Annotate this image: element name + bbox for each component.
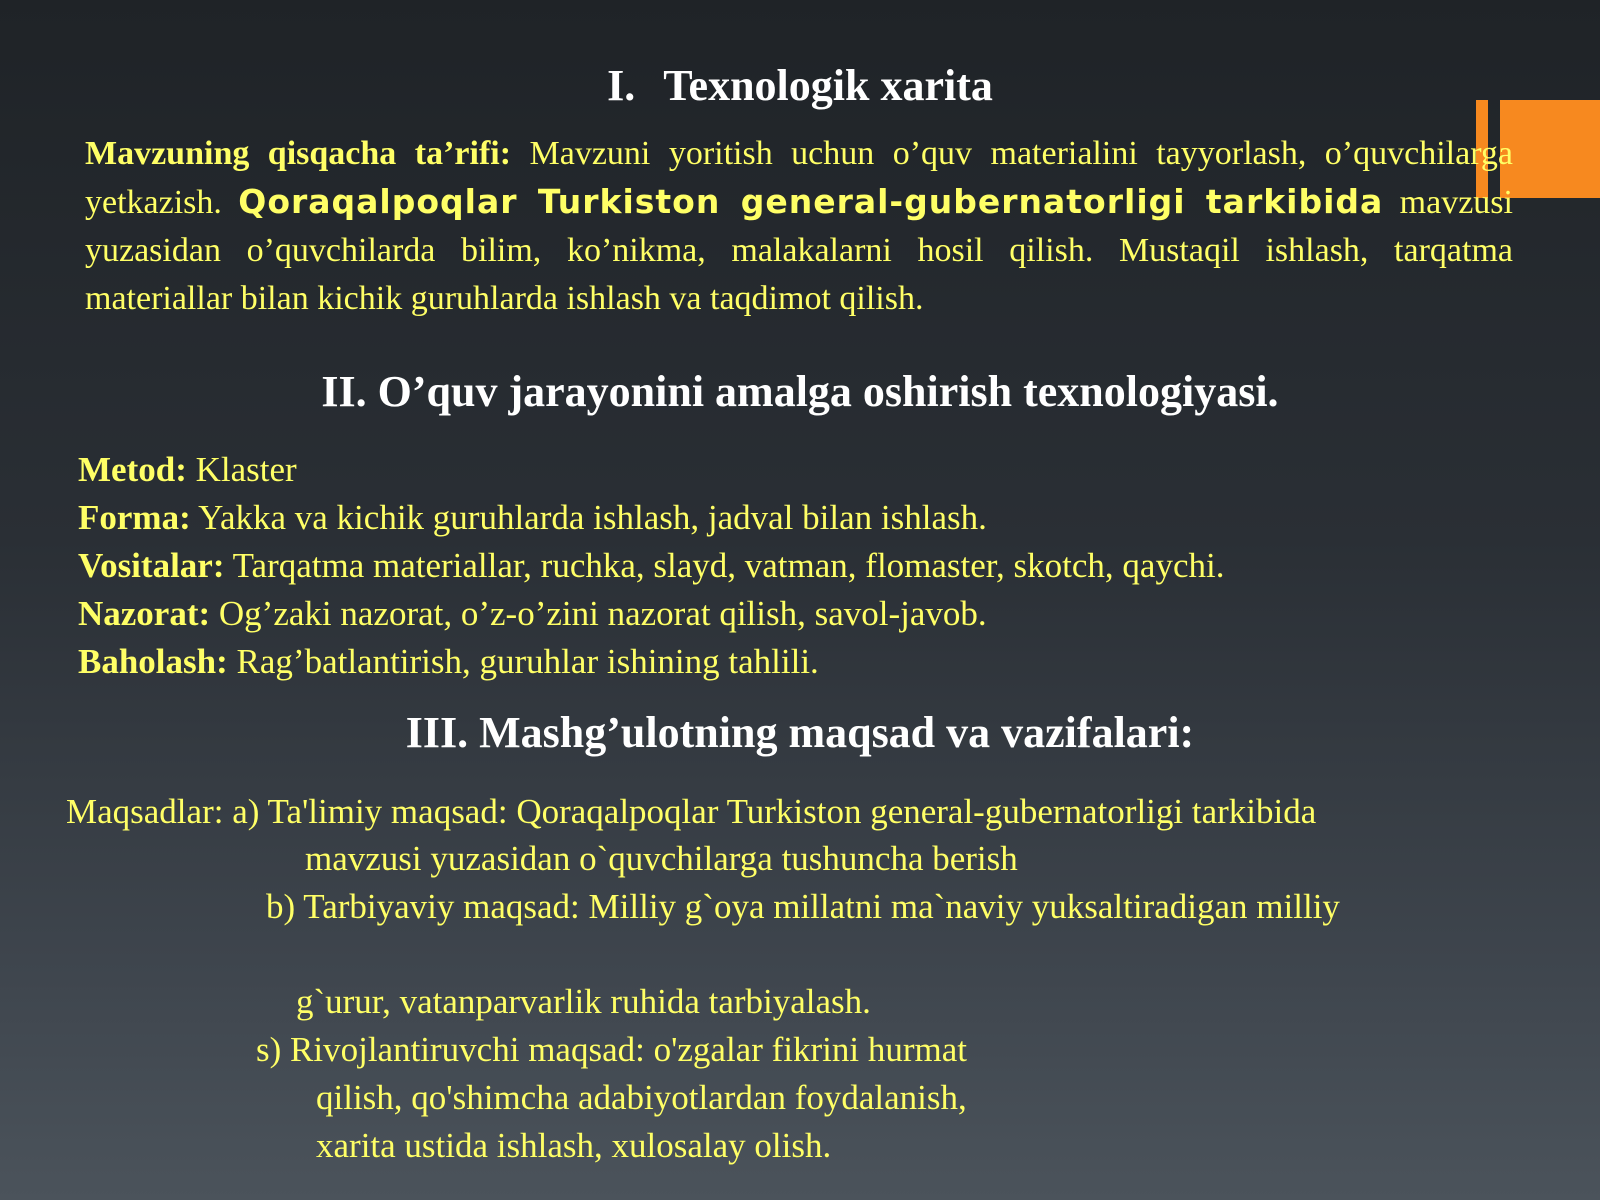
accent-bar-block <box>1500 100 1600 198</box>
list-item-value: Og’zaki nazorat, o’z-o’zini nazorat qilish, savol-javob. <box>210 594 987 633</box>
description-label: Mavzuning qisqacha ta’rifi: <box>85 135 512 172</box>
list-item-assessment <box>78 638 1224 686</box>
section2-heading: II. O’quv jarayonini amalga oshirish texnologiyasi. <box>321 367 1279 416</box>
list-item-label: Forma: <box>78 498 191 537</box>
list-item-value: Tarqatma materiallar, ruchka, slayd, vatman, flomaster, skotch, qaychi. <box>224 546 1225 585</box>
list-item-label: Vositalar: <box>78 546 225 585</box>
goal-line: b) Tarbiyaviy maqsad: Milliy g`oya millatni ma`naviy yuksaltiradigan milliy <box>266 887 1340 926</box>
section1-number: I. <box>607 61 636 110</box>
goal-line: g`urur, vatanparvarlik ruhida tarbiyalash. <box>296 982 871 1021</box>
list-item-label: Baholash: <box>78 642 228 681</box>
goal-line: qilish, qo'shimcha adabiyotlardan foydalanish, <box>316 1078 967 1117</box>
technology-list <box>78 446 1224 686</box>
goal-line: Maqsadlar: a) Ta'limiy maqsad: Qoraqalpoqlar Turkiston general-gubernatorligi tarkibida <box>66 792 1317 831</box>
section1-title: Texnologik xarita <box>663 61 993 110</box>
list-item-method <box>78 446 1224 494</box>
list-item-label: Nazorat: <box>78 594 211 633</box>
list-item-form <box>78 494 1224 542</box>
topic-title: Qoraqalpoqlar Turkiston general-gubernatorligi tarkibida <box>238 182 1384 221</box>
description-text-2: mavzusi yuzasidan o’quvchilarda bilim, ko’nikma, malakalarni hosil qilish. Mustaqil ishlash, tarqatma materiallar bilan kichik guruhlarda ishlash va taqdimot qilish. <box>85 184 1513 317</box>
list-item-value: Klaster <box>186 450 297 489</box>
list-item-value: Rag’batlantirish, guruhlar ishining tahlili. <box>227 642 819 681</box>
goal-line: s) Rivojlantiruvchi maqsad: o'zgalar fikrini hurmat <box>256 1030 967 1069</box>
goal-line: xarita ustida ishlash, xulosalay olish. <box>316 1126 832 1165</box>
list-item-tools <box>78 542 1224 590</box>
list-item-label: Metod: <box>78 450 187 489</box>
section3-heading: III. Mashg’ulotning maqsad va vazifalari: <box>405 708 1195 757</box>
list-item-control <box>78 590 1224 638</box>
topic-description <box>85 130 1513 323</box>
description-text-1: Mavzuni yoritish uchun o’quv materialini tayyorlash, o’quvchilarga yetkazish. <box>85 135 1514 221</box>
goal-line: mavzusi yuzasidan o`quvchilarga tushuncha berish <box>305 839 1018 878</box>
list-item-value: Yakka va kichik guruhlarda ishlash, jadval bilan ishlash. <box>190 498 987 537</box>
section1-heading <box>0 60 1600 111</box>
